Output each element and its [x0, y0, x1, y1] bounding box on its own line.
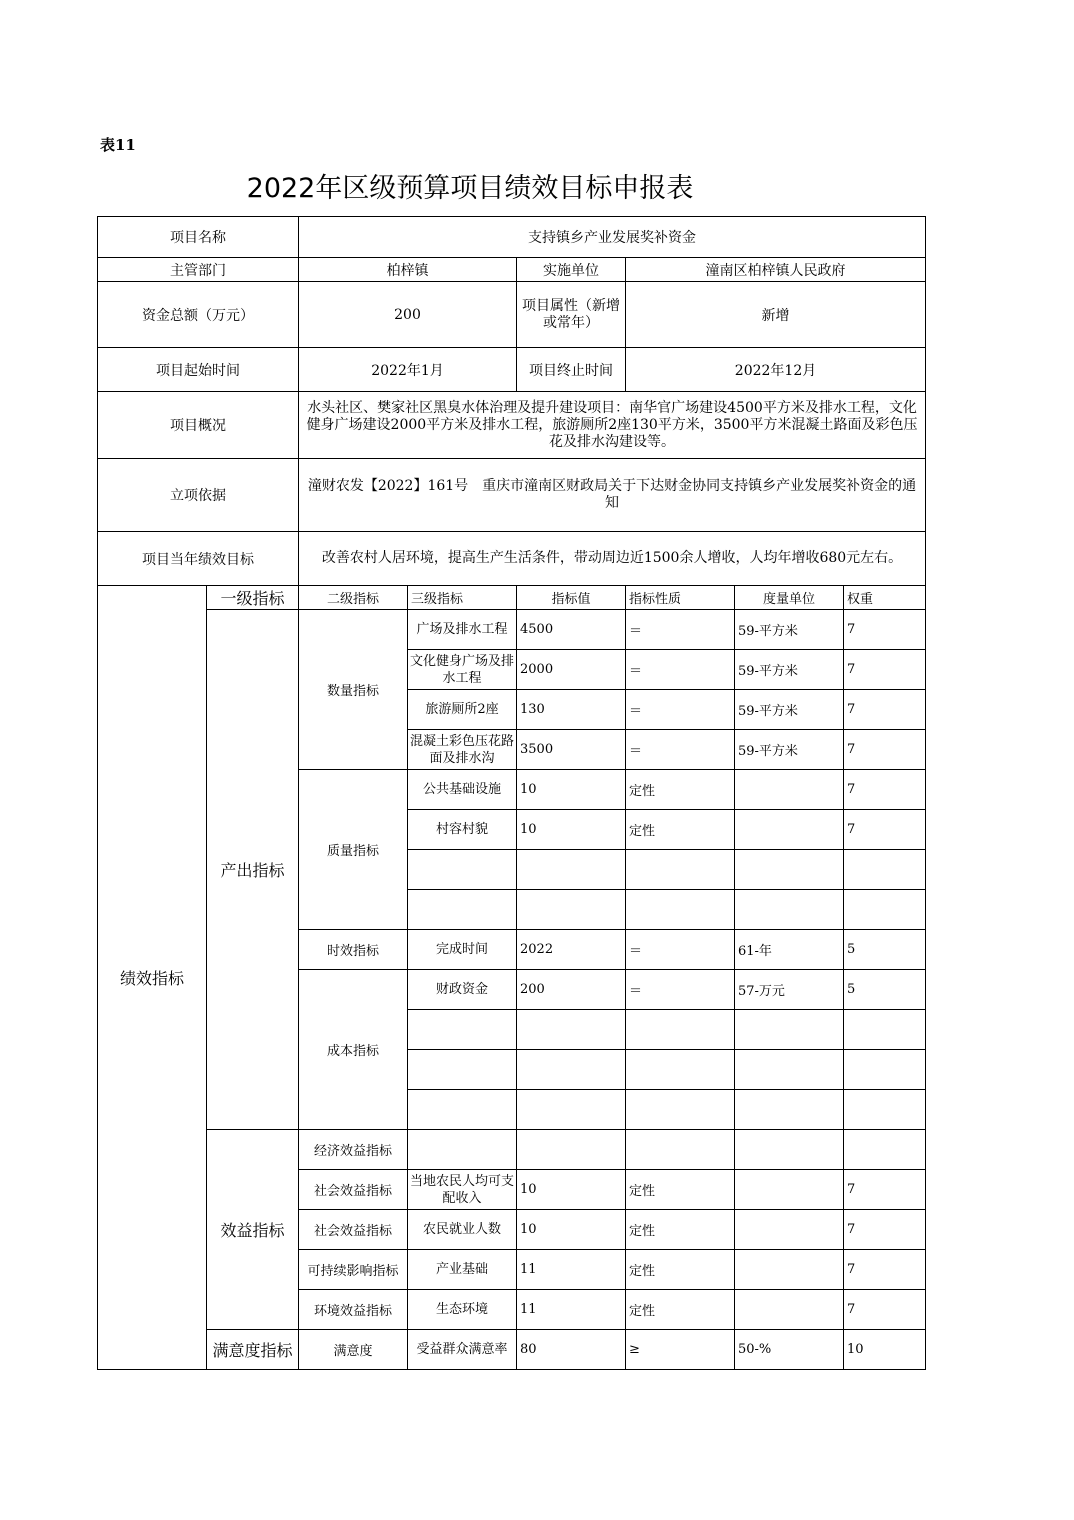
subgroup-quantity: 数量指标 [299, 610, 408, 770]
empty-cell [626, 890, 735, 930]
empty-cell [408, 850, 517, 890]
empty-cell [517, 1050, 626, 1090]
empty-cell [626, 1050, 735, 1090]
empty-cell [735, 1130, 844, 1170]
row-nature: 定性 [626, 1250, 735, 1290]
basis-label: 立项依据 [98, 459, 299, 532]
empty-cell [735, 890, 844, 930]
row-unit: 61-年 [735, 930, 844, 970]
header-l3: 三级指标 [408, 586, 517, 610]
row-weight: 5 [844, 930, 926, 970]
header-l2: 二级指标 [299, 586, 408, 610]
group-output: 产出指标 [207, 610, 299, 1130]
empty-cell [735, 1050, 844, 1090]
goal-value: 改善农村人居环境，提高生产生活条件，带动周边近1500余人增收，人均年增收680元左右。 [299, 532, 926, 586]
perf-section-label: 绩效指标 [98, 586, 207, 1370]
row-value: 10 [517, 810, 626, 850]
subgroup-satisfaction: 满意度 [299, 1330, 408, 1370]
row-weight: 7 [844, 810, 926, 850]
subgroup-economic: 经济效益指标 [299, 1130, 408, 1170]
row-unit [735, 1250, 844, 1290]
fund-value: 200 [299, 282, 517, 348]
row-unit [735, 1210, 844, 1250]
empty-cell [735, 850, 844, 890]
empty-cell [735, 1090, 844, 1130]
row-weight: 7 [844, 1170, 926, 1210]
impl-value: 潼南区柏梓镇人民政府 [626, 258, 926, 282]
row-nature: 定性 [626, 1170, 735, 1210]
header-unit: 度量单位 [735, 586, 844, 610]
row-value: 200 [517, 970, 626, 1010]
subgroup-social: 社会效益指标 [299, 1210, 408, 1250]
overview-label: 项目概况 [98, 392, 299, 459]
row-l3: 公共基础设施 [408, 770, 517, 810]
row-nature: ≥ [626, 1330, 735, 1370]
header-nature: 指标性质 [626, 586, 735, 610]
empty-cell [408, 1010, 517, 1050]
subgroup-timeliness: 时效指标 [299, 930, 408, 970]
row-value: 130 [517, 690, 626, 730]
row-weight: 5 [844, 970, 926, 1010]
row-value: 10 [517, 1210, 626, 1250]
empty-cell [408, 890, 517, 930]
subgroup-cost: 成本指标 [299, 970, 408, 1130]
empty-cell [844, 850, 926, 890]
empty-cell [844, 1010, 926, 1050]
row-l3: 生态环境 [408, 1290, 517, 1330]
row-weight: 10 [844, 1330, 926, 1370]
performance-table [97, 216, 926, 1370]
row-weight: 7 [844, 770, 926, 810]
row-l3: 财政资金 [408, 970, 517, 1010]
row-l3: 产业基础 [408, 1250, 517, 1290]
attr-label: 项目属性（新增或常年） [517, 282, 626, 348]
header-l1: 一级指标 [207, 586, 299, 610]
project-name-label: 项目名称 [98, 217, 299, 258]
row-l3: 村容村貌 [408, 810, 517, 850]
row-value: 10 [517, 1170, 626, 1210]
row-nature: 定性 [626, 770, 735, 810]
row-nature: ＝ [626, 730, 735, 770]
empty-cell [735, 1010, 844, 1050]
subgroup-env: 环境效益指标 [299, 1290, 408, 1330]
row-value: 10 [517, 770, 626, 810]
row-unit: 59-平方米 [735, 610, 844, 650]
empty-cell [844, 1050, 926, 1090]
row-unit: 57-万元 [735, 970, 844, 1010]
fund-label: 资金总额（万元） [98, 282, 299, 348]
empty-cell [517, 850, 626, 890]
row-value: 80 [517, 1330, 626, 1370]
row-value: 4500 [517, 610, 626, 650]
project-name-value: 支持镇乡产业发展奖补资金 [299, 217, 926, 258]
row-weight: 7 [844, 650, 926, 690]
impl-label: 实施单位 [517, 258, 626, 282]
row-nature: ＝ [626, 930, 735, 970]
overview-value: 水头社区、樊家社区黑臭水体治理及提升建设项目：南华官广场建设4500平方米及排水工程，文化健身广场建设2000平方米及排水工程，旅游厕所2座130平方米，3500平方米混凝土路面及彩色压花及排水沟建设等。 [299, 392, 926, 459]
row-nature: 定性 [626, 1290, 735, 1330]
row-value: 2000 [517, 650, 626, 690]
row-nature: ＝ [626, 970, 735, 1010]
attr-value: 新增 [626, 282, 926, 348]
row-nature: 定性 [626, 1210, 735, 1250]
table-number: 表11 [100, 136, 136, 154]
subgroup-social: 社会效益指标 [299, 1170, 408, 1210]
empty-cell [626, 1130, 735, 1170]
row-weight: 7 [844, 1290, 926, 1330]
row-weight: 7 [844, 1250, 926, 1290]
end-value: 2022年12月 [626, 348, 926, 392]
header-weight: 权重 [844, 586, 926, 610]
row-nature: ＝ [626, 650, 735, 690]
empty-cell [408, 1130, 517, 1170]
row-nature: ＝ [626, 610, 735, 650]
row-nature: ＝ [626, 690, 735, 730]
row-l3: 当地农民人均可支配收入 [408, 1170, 517, 1210]
row-unit: 50-% [735, 1330, 844, 1370]
row-weight: 7 [844, 730, 926, 770]
empty-cell [626, 1010, 735, 1050]
empty-cell [844, 890, 926, 930]
row-unit [735, 810, 844, 850]
dept-label: 主管部门 [98, 258, 299, 282]
row-nature: 定性 [626, 810, 735, 850]
row-unit [735, 1290, 844, 1330]
row-value: 11 [517, 1290, 626, 1330]
row-unit: 59-平方米 [735, 730, 844, 770]
row-unit: 59-平方米 [735, 650, 844, 690]
row-weight: 7 [844, 610, 926, 650]
subgroup-sustain: 可持续影响指标 [299, 1250, 408, 1290]
empty-cell [517, 1010, 626, 1050]
start-label: 项目起始时间 [98, 348, 299, 392]
row-l3: 旅游厕所2座 [408, 690, 517, 730]
row-l3: 完成时间 [408, 930, 517, 970]
empty-cell [517, 890, 626, 930]
row-l3: 文化健身广场及排水工程 [408, 650, 517, 690]
row-l3: 广场及排水工程 [408, 610, 517, 650]
header-value: 指标值 [517, 586, 626, 610]
row-unit: 59-平方米 [735, 690, 844, 730]
group-satisfaction: 满意度指标 [207, 1330, 299, 1370]
row-l3: 混凝土彩色压花路面及排水沟 [408, 730, 517, 770]
row-unit [735, 1170, 844, 1210]
start-value: 2022年1月 [299, 348, 517, 392]
row-value: 3500 [517, 730, 626, 770]
empty-cell [408, 1090, 517, 1130]
end-label: 项目终止时间 [517, 348, 626, 392]
row-l3: 受益群众满意率 [408, 1330, 517, 1370]
empty-cell [517, 1090, 626, 1130]
subgroup-quality: 质量指标 [299, 770, 408, 930]
row-weight: 7 [844, 1210, 926, 1250]
row-unit [735, 770, 844, 810]
dept-value: 柏梓镇 [299, 258, 517, 282]
empty-cell [408, 1050, 517, 1090]
row-l3: 农民就业人数 [408, 1210, 517, 1250]
empty-cell [626, 850, 735, 890]
row-value: 2022 [517, 930, 626, 970]
empty-cell [844, 1130, 926, 1170]
empty-cell [626, 1090, 735, 1130]
page-title: 2022年区级预算项目绩效目标申报表 [246, 173, 694, 204]
empty-cell [517, 1130, 626, 1170]
basis-value: 潼财农发【2022】161号 重庆市潼南区财政局关于下达财金协同支持镇乡产业发展奖补资金的通知 [299, 459, 926, 532]
row-weight: 7 [844, 690, 926, 730]
goal-label: 项目当年绩效目标 [98, 532, 299, 586]
group-benefit: 效益指标 [207, 1130, 299, 1330]
empty-cell [844, 1090, 926, 1130]
row-value: 11 [517, 1250, 626, 1290]
